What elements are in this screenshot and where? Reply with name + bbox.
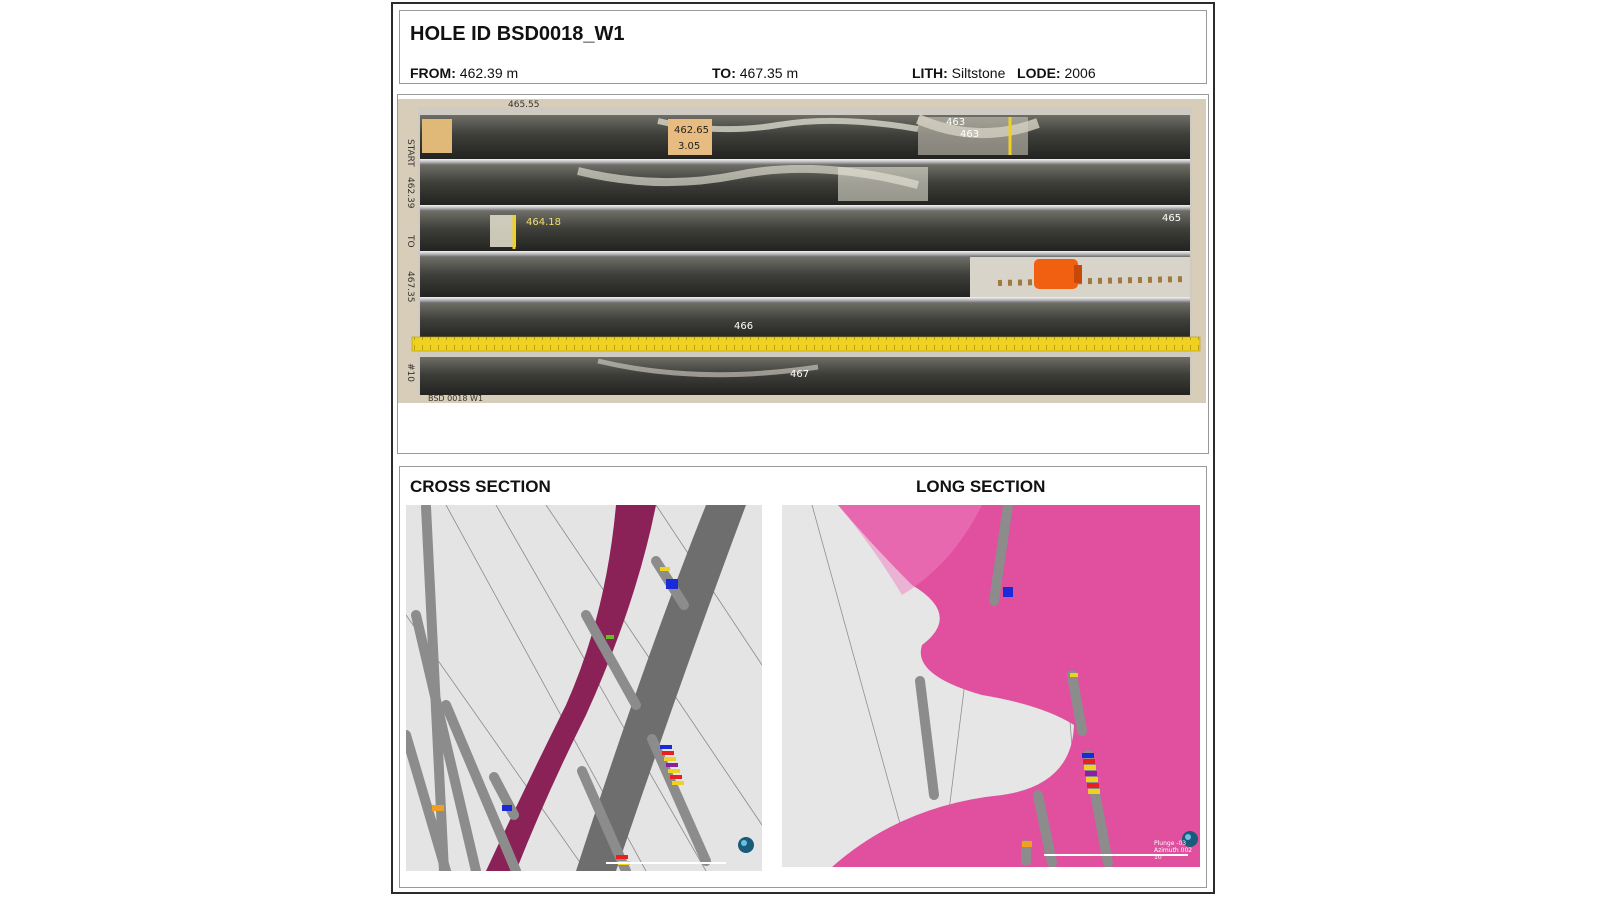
lode-label: LODE: xyxy=(1017,65,1061,81)
sections-panel xyxy=(399,466,1207,888)
to-field xyxy=(712,65,798,81)
sample-bag-icon xyxy=(1034,259,1082,289)
cross-section-3d xyxy=(406,505,762,871)
view-info-scale: 10 xyxy=(1154,854,1162,861)
measuring-tape xyxy=(412,337,1200,351)
from-label: FROM: xyxy=(410,65,456,81)
from-value: 462.39 m xyxy=(459,65,519,81)
core-row-2 xyxy=(420,165,1190,205)
to-value: 467.35 m xyxy=(739,65,799,81)
long-section-view xyxy=(782,505,1200,872)
hole-id-label: HOLE ID xyxy=(410,23,492,45)
core-tray-photo-panel xyxy=(397,94,1209,454)
side-label-start: START xyxy=(405,139,415,167)
header-panel xyxy=(399,10,1207,84)
to-label: TO: xyxy=(712,65,736,81)
top-note: 465.55 xyxy=(508,100,540,110)
from-field xyxy=(410,65,518,81)
cross-section-title: CROSS SECTION xyxy=(410,477,551,496)
depth-mark-465: 465 xyxy=(1162,213,1182,224)
core-tray-photo xyxy=(398,95,1208,453)
view-info-azimuth: Azimuth 002 xyxy=(1154,847,1193,854)
hole-id-value: BSD0018_W1 xyxy=(496,23,625,45)
lith-lode-field xyxy=(912,65,1096,81)
depth-mark-463-a: 463 xyxy=(946,117,966,128)
depth-mark-464: 464.18 xyxy=(526,217,561,228)
depth-mark-463-b: 463 xyxy=(960,129,980,140)
long-section-title: LONG SECTION xyxy=(916,477,1046,496)
depth-mark-466: 466 xyxy=(734,321,754,332)
core-row-1 xyxy=(420,115,1190,159)
bottom-note: BSD 0018 W1 xyxy=(428,394,484,403)
side-label-to-depth: 467.35 xyxy=(405,271,415,303)
side-label-to: TO xyxy=(405,235,415,248)
long-section-3d xyxy=(782,505,1200,867)
depth-block-1-depth: 462.65 xyxy=(674,125,709,136)
core-log-sheet xyxy=(391,2,1215,894)
side-label-from: 462.39 xyxy=(405,177,415,209)
side-label-tray-number: #10 xyxy=(405,363,415,382)
lith-label: LITH: xyxy=(912,65,948,81)
cross-section-view xyxy=(406,505,762,876)
hole-id-title xyxy=(410,23,625,46)
depth-mark-467: 467 xyxy=(790,369,810,380)
depth-block-1-note: 3.05 xyxy=(678,141,701,152)
view-info-plunge: Plunge -03 xyxy=(1154,840,1187,847)
lode-value: 2006 xyxy=(1064,65,1096,81)
core-row-5 xyxy=(420,303,1190,341)
depth-block-start xyxy=(422,119,452,153)
lith-value: Siltstone xyxy=(951,65,1006,81)
